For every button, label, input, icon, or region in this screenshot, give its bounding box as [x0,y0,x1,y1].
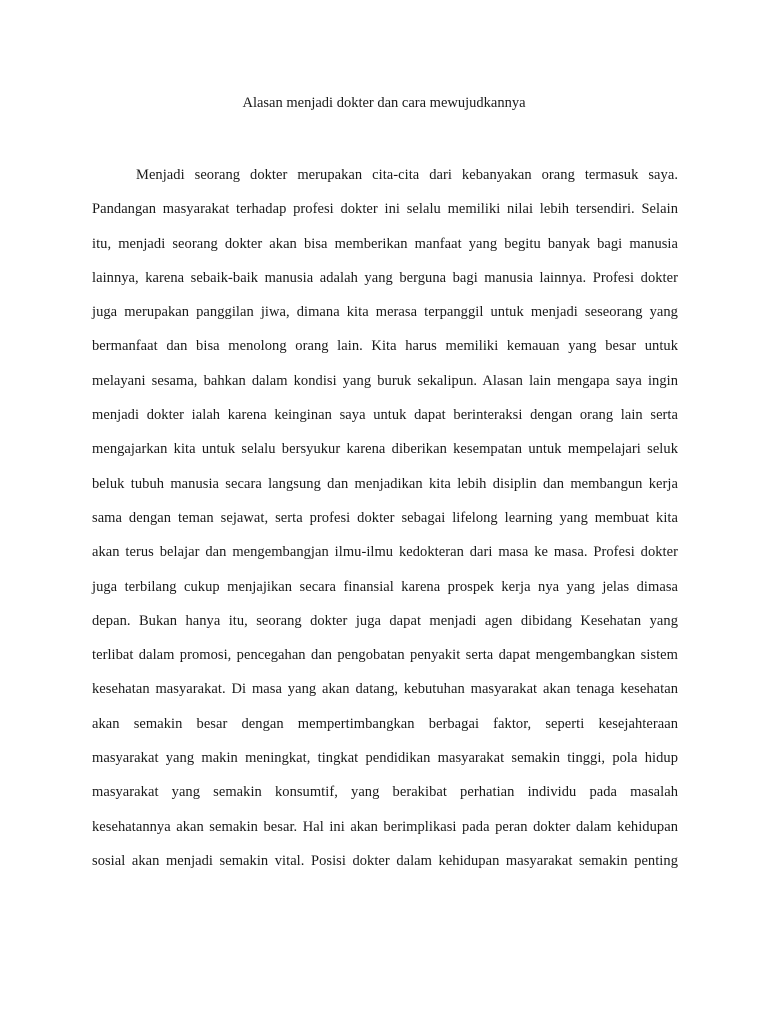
paragraph-line: depan. Bukan hanya itu, seorang dokter juga dapat menjadi agen dibidang Kesehatan yang [92,612,678,629]
paragraph-line: lainnya, karena sebaik-baik manusia adalah yang berguna bagi manusia lainnya. Profesi dokter [92,269,678,286]
paragraph-line: juga merupakan panggilan jiwa, dimana kita merasa terpanggil untuk menjadi seseorang yang [92,304,678,321]
paragraph-line: beluk tubuh manusia secara langsung dan menjadikan kita lebih disiplin dan membangun kerja [92,475,678,492]
paragraph-line: sama dengan teman sejawat, serta profesi dokter sebagai lifelong learning yang membuat kita [92,509,678,526]
paragraph-line: sosial akan menjadi semakin vital. Posisi dokter dalam kehidupan masyarakat semakin penting [92,852,678,869]
paragraph-line: Menjadi seorang dokter merupakan cita-cita dari kebanyakan orang termasuk saya. [136,167,678,183]
paragraph-line: kesehatan masyarakat. Di masa yang akan datang, kebutuhan masyarakat akan tenaga kesehatan [92,681,678,698]
paragraph-line: kesehatannya akan semakin besar. Hal ini akan berimplikasi pada peran dokter dalam kehidupan [92,818,678,835]
paragraph-line: akan semakin besar dengan mempertimbangkan berbagai faktor, seperti kesejahteraan [92,715,678,732]
paragraph-line: terlibat dalam promosi, pencegahan dan pengobatan penyakit serta dapat mengembangkan sistem [92,647,678,664]
paragraph-line: itu, menjadi seorang dokter akan bisa memberikan manfaat yang begitu banyak bagi manusia [92,235,678,252]
paragraph-line: masyarakat yang semakin konsumtif, yang berakibat perhatian individu pada masalah [92,784,678,801]
paragraph-line: juga terbilang cukup menjajikan secara finansial karena prospek kerja nya yang jelas dimasa [92,578,678,595]
paragraph-line: bermanfaat dan bisa menolong orang lain. Kita harus memiliki kemauan yang besar untuk [92,338,678,355]
paragraph-line: Pandangan masyarakat terhadap profesi dokter ini selalu memiliki nilai lebih tersendiri. Selain [92,201,678,218]
paragraph-line: akan terus belajar dan mengembangjan ilmu-ilmu kedokteran dari masa ke masa. Profesi dokter [92,544,678,561]
paragraph-line: mengajarkan kita untuk selalu bersyukur karena diberikan kesempatan untuk mempelajari seluk [92,441,678,458]
paragraph-line: masyarakat yang makin meningkat, tingkat pendidikan masyarakat semakin tinggi, pola hidup [92,750,678,767]
paragraph-line: melayani sesama, bahkan dalam kondisi yang buruk sekalipun. Alasan lain mengapa saya ingin [92,372,678,389]
paragraph-line: menjadi dokter ialah karena keinginan saya untuk dapat berinteraksi dengan orang lain serta [92,407,678,424]
body-paragraph [92,162,678,882]
document-title: Alasan menjadi dokter dan cara mewujudkannya [242,95,526,111]
